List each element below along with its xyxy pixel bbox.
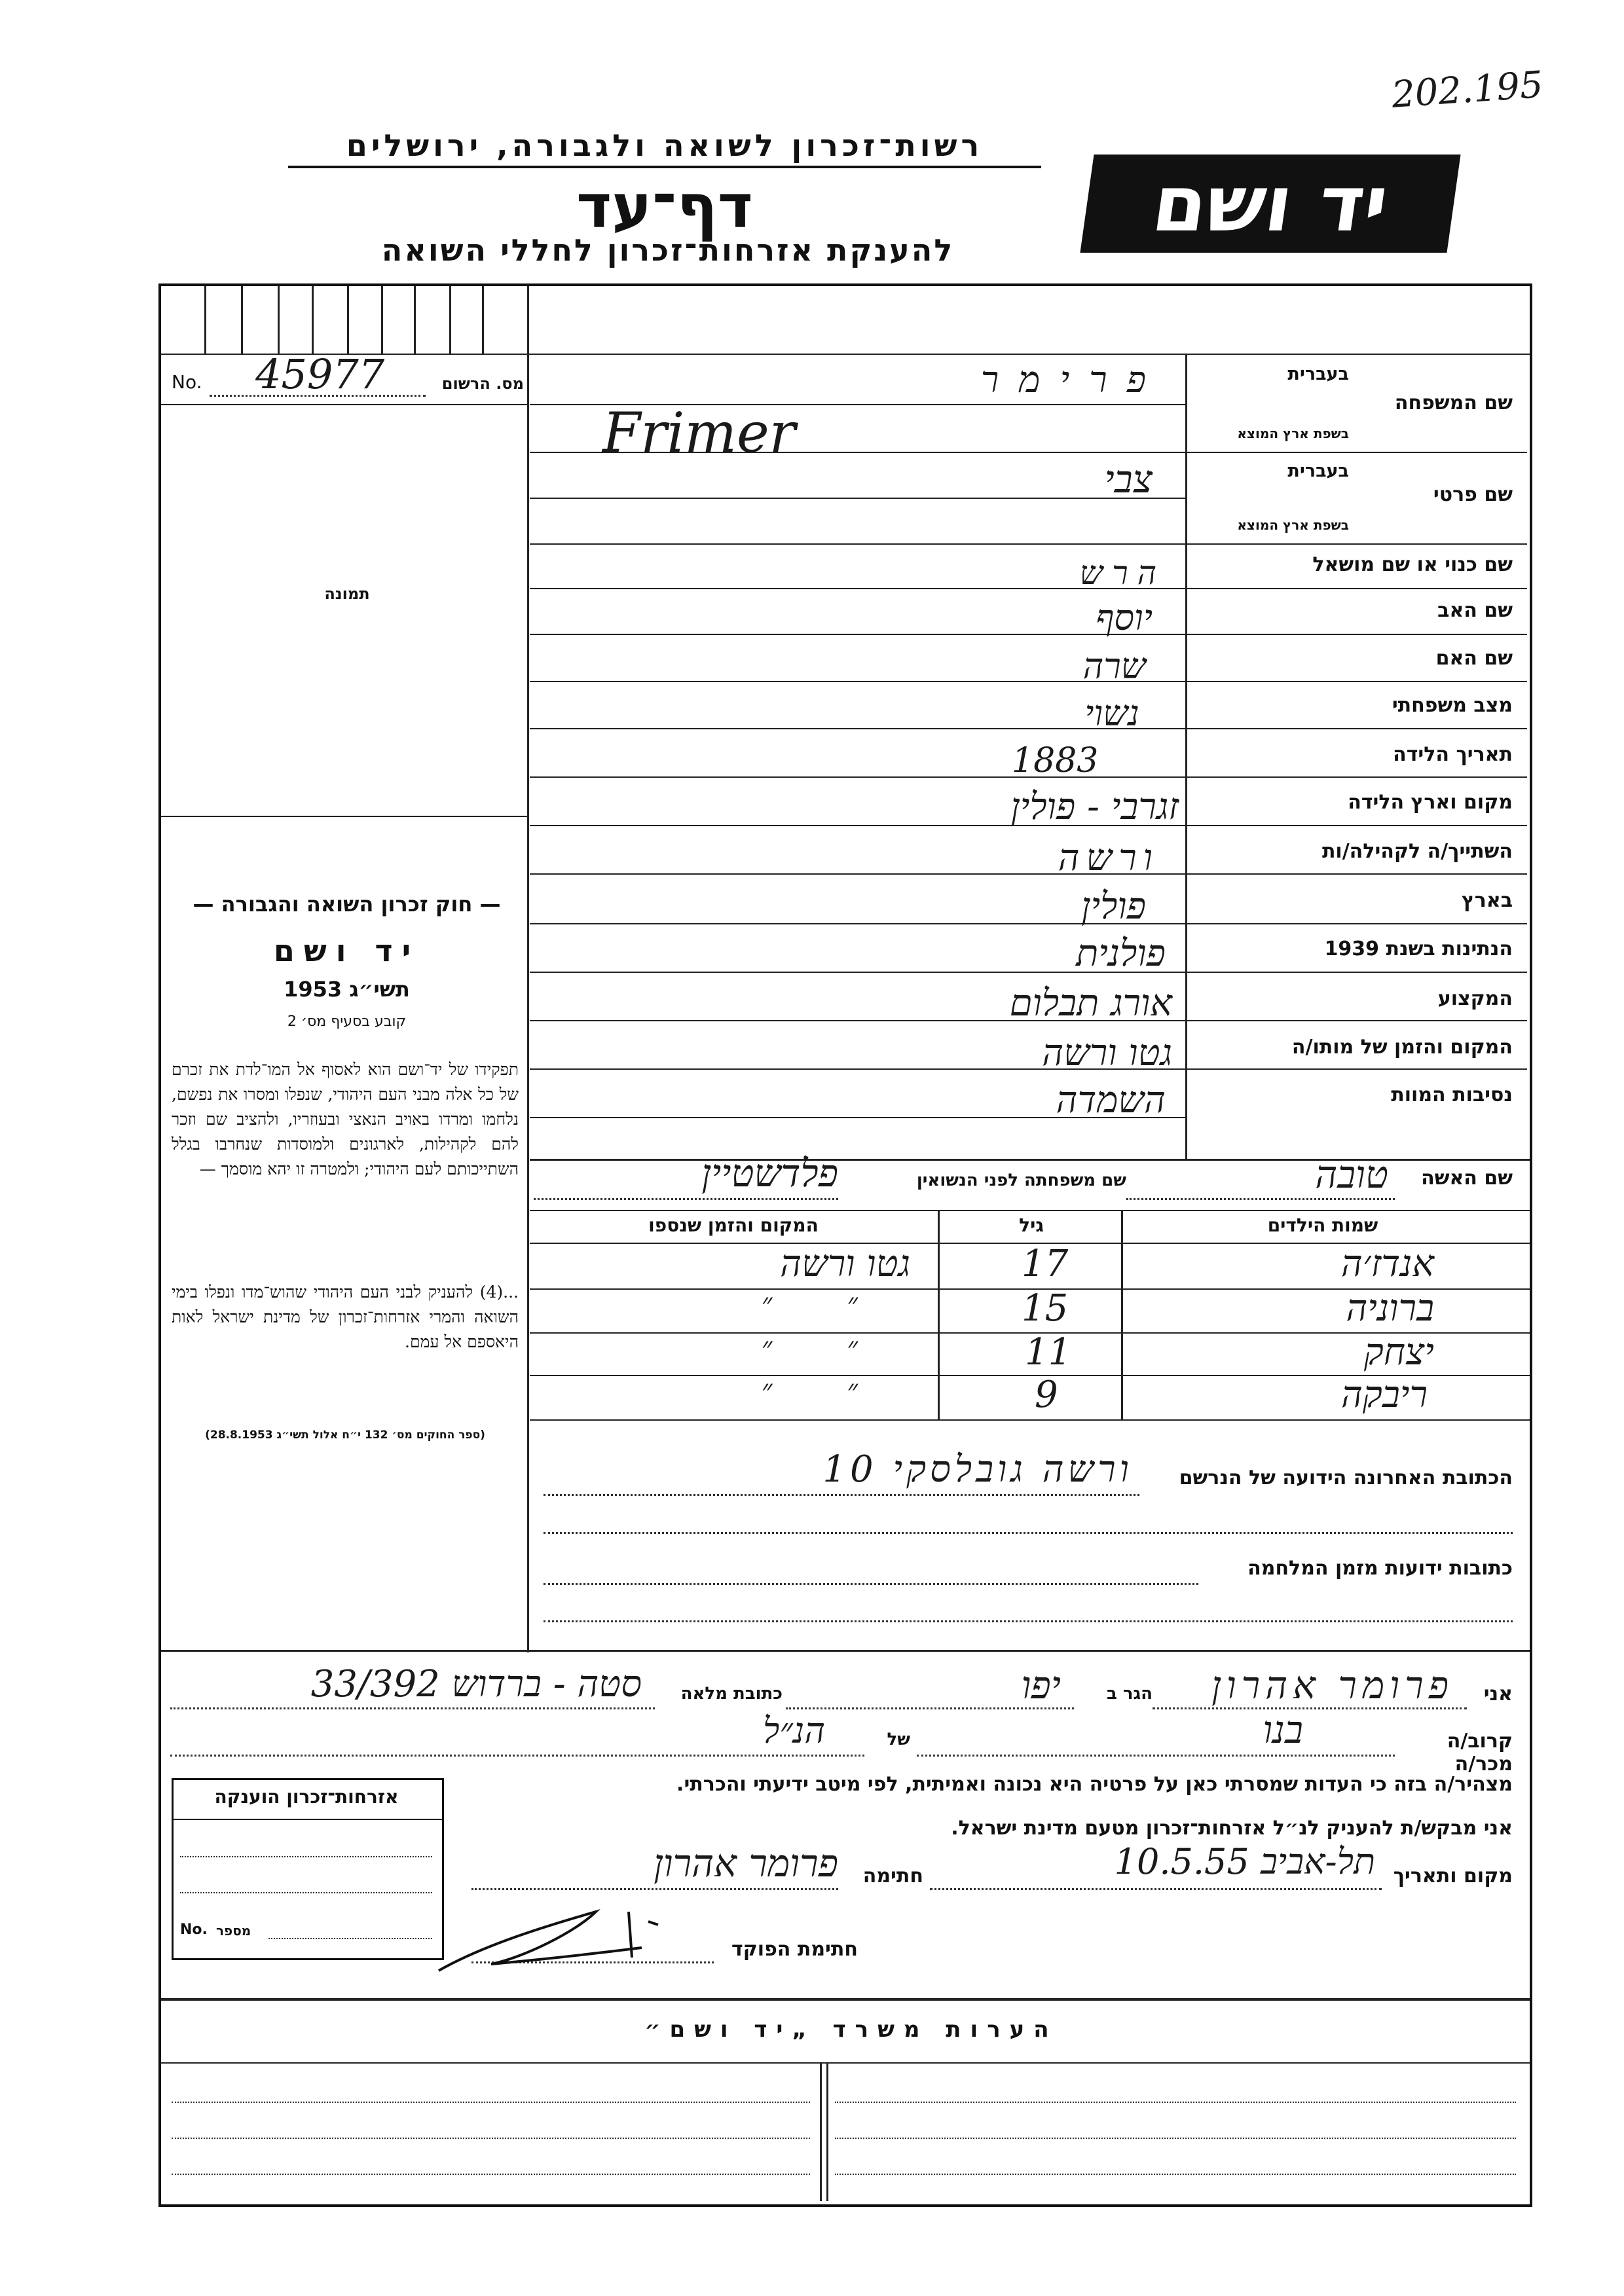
- children-table-bottom: [530, 1419, 1530, 1421]
- nickname-label: שם כנוי או שם מושאל: [1312, 553, 1513, 576]
- signature-label: חתימה: [862, 1865, 923, 1887]
- office-notes-divider: [820, 2062, 822, 2201]
- child-4-name: ריבקה: [1341, 1374, 1428, 1416]
- death-circ-value: השמדה: [1056, 1079, 1166, 1121]
- family-name-label: שם המשפחה: [1394, 392, 1513, 414]
- full-address-dotline: [170, 1707, 655, 1709]
- signature-value: פרומר אהרון: [654, 1841, 838, 1886]
- family-name-origin-value: Frimer: [602, 401, 796, 465]
- last-address-value: ורשה גובלסקי 10: [822, 1448, 1133, 1491]
- row-line-death-place: [1187, 1068, 1527, 1070]
- family-origin-sublabel: בשפת ארץ המוצא: [1237, 426, 1349, 441]
- death-circ-label: נסיבות המוות: [1391, 1084, 1513, 1106]
- wife-value: טובה: [1315, 1152, 1388, 1197]
- law-year: תשי״ג 1953: [284, 977, 410, 1002]
- citizenship-box-line-1: [180, 1856, 432, 1857]
- war-address-label: כתובות ידועות מזמן המלחמה: [1247, 1557, 1513, 1580]
- notes-line-left-2: [172, 2138, 810, 2139]
- declarant-i-label: אני: [1483, 1683, 1513, 1705]
- residing-label: הגר ב: [1106, 1684, 1153, 1704]
- wife-label: שם האשה: [1421, 1167, 1513, 1190]
- reg-label: מס. הרשום: [441, 374, 524, 393]
- first-name-label: שם פרטי: [1433, 483, 1513, 506]
- relation-dotline: [917, 1755, 1395, 1757]
- residing-dotline: [786, 1707, 1074, 1709]
- row-line-family-name: [1187, 452, 1527, 453]
- first-origin-sublabel: בשפת ארץ המוצא: [1237, 517, 1349, 533]
- child-3-place: ״ ״: [761, 1331, 891, 1364]
- child-2-place: ״ ״: [761, 1287, 891, 1321]
- nickname-value: הרש: [1079, 554, 1166, 592]
- tick-box-1: [204, 286, 206, 354]
- notes-line-left-3: [172, 2174, 810, 2175]
- citizenship-box-title: אזרחות־זכרון הוענקה: [214, 1786, 399, 1808]
- birthdate-label: תאריך הלידה: [1393, 743, 1513, 766]
- tick-box-4: [312, 286, 314, 354]
- reg-row-line: [161, 404, 528, 405]
- mother-label: שם האם: [1435, 647, 1513, 670]
- row-line-marital: [1187, 728, 1527, 729]
- reg-no-label: No.: [172, 371, 202, 393]
- last-address-dotline: [544, 1494, 1139, 1496]
- notes-line-right-2: [835, 2138, 1516, 2139]
- office-notes-top-line: [161, 1998, 1530, 2001]
- child-2-age: 15: [1022, 1287, 1069, 1330]
- maiden-value: פלדשטיין: [701, 1151, 838, 1195]
- community-value: ורשה: [1058, 837, 1159, 879]
- row-line-country: [1187, 923, 1527, 924]
- form-subtitle: להענקת אזרחות־זכרון לחללי השואה: [381, 232, 955, 268]
- citizenship-box-title-line: [174, 1819, 442, 1820]
- last-address-label: הכתובת האחרונה הידועה של הנרשם: [1179, 1467, 1513, 1489]
- notes-line-right-3: [835, 2174, 1516, 2175]
- row-line-nickname: [1187, 588, 1527, 589]
- citizenship-number-dotline: [268, 1938, 432, 1939]
- children-names-header: שמות הילדים: [1267, 1214, 1378, 1236]
- maiden-label: שם משפחתה לפני הנשואין: [916, 1171, 1126, 1190]
- declarant-name: פרומר אהרון: [1211, 1663, 1454, 1707]
- birthdate-value: 1883: [1012, 741, 1099, 780]
- country-value: פולין: [1081, 885, 1146, 928]
- law-paragraph-1: תפקידו של יד־ושם הוא לאסוף אל המו־לדת את זכרם של כל אלה מבני העם היהודי, שנפלו ומסרו את נפשם, נלחמו ומרדו באויב הנאצי ובעוזריו, ולהציב שם וזכר להם לקהילות, לארגונים ולמוסדות שנחרבו בגלל השתייכותם לעם היהודי; ולמטרה זו יהא מוסמך —: [172, 1060, 519, 1178]
- birthplace-label: מקום וארץ הלידה: [1348, 791, 1513, 814]
- row-line-citizenship: [1187, 972, 1527, 973]
- child-1-name: אנדז׳ה: [1340, 1243, 1434, 1285]
- full-address-value: סטה - ברדוש 33/392: [310, 1663, 642, 1705]
- mother-value: שרה: [1082, 646, 1146, 687]
- photo-bottom-line: [161, 816, 528, 817]
- father-label: שם האב: [1437, 599, 1513, 622]
- child-1-place: גטו ורשה: [780, 1243, 910, 1285]
- family-name-hebrew-value: פרימר: [980, 359, 1166, 401]
- reg-dotline: [210, 395, 426, 397]
- of-label: של: [887, 1730, 910, 1749]
- answer-line-4: [530, 543, 1187, 545]
- officer-signature-label: חתימת הפוקד: [731, 1938, 858, 1961]
- authority-name: רשות־זכרון לשואה ולגבורה, ירושלים: [288, 128, 1041, 168]
- reg-number: 45977: [255, 350, 385, 398]
- father-value: יוסף: [1096, 597, 1153, 638]
- full-address-label: כתובת מלאה: [680, 1684, 783, 1704]
- marital-value: נשוי: [1084, 693, 1139, 734]
- maiden-dotline: [534, 1198, 838, 1200]
- death-place-label: המקום והזמן של מותו/ה: [1291, 1036, 1513, 1059]
- child-1-age: 17: [1022, 1243, 1069, 1285]
- last-address-dotline-2: [544, 1532, 1513, 1534]
- tick-box-8: [449, 286, 451, 354]
- archive-number: 202.195: [1390, 64, 1545, 117]
- family-hebrew-sublabel: בעברית: [1287, 364, 1349, 384]
- tick-box-9: [482, 286, 484, 354]
- child-3-age: 11: [1025, 1331, 1072, 1374]
- law-name: יד ושם: [273, 933, 420, 968]
- relative-label: קרוב/ה מכר/ה: [1447, 1730, 1513, 1776]
- row-line-first-name: [1187, 543, 1527, 545]
- request-text: אני מבקש/ת להעניק לנ״ל אזרחות־זכרון מטעם מדינת ישראל.: [951, 1817, 1513, 1840]
- office-notes-title: הערות משרד „יד ושם״: [644, 2016, 1058, 2043]
- label-column-divider: [1185, 354, 1187, 1159]
- relation-value: בנו: [1263, 1707, 1303, 1752]
- community-label: השתייך/ה לקהילה/ות: [1321, 840, 1513, 863]
- child-4-place: ״ ״: [761, 1374, 891, 1407]
- war-address-dotline: [544, 1583, 1198, 1585]
- tick-box-6: [381, 286, 383, 354]
- profession-value: אורג תבלום: [1009, 982, 1172, 1025]
- first-hebrew-sublabel: בעברית: [1287, 461, 1349, 481]
- tick-box-5: [347, 286, 349, 354]
- children-place-header: המקום והזמן שנספו: [648, 1214, 819, 1236]
- law-reference: (ספר החוקים מס׳ 132 י״ח אלול תשי״ג 28.8.1953): [205, 1429, 485, 1442]
- yad-vashem-logo: יד ושם: [1080, 155, 1460, 253]
- death-place-value: גטו ורשה: [1042, 1032, 1172, 1074]
- left-column-divider: [527, 286, 529, 1652]
- row-line-father: [1187, 634, 1527, 635]
- tick-box-3: [278, 286, 280, 354]
- child-2-name: ברוניה: [1346, 1287, 1434, 1330]
- wife-row-line: [530, 1210, 1530, 1211]
- citizenship-number-label: מספר: [216, 1923, 251, 1939]
- child-3-name: יצחק: [1363, 1331, 1434, 1374]
- citizenship-value: פולנית: [1076, 932, 1166, 975]
- tick-box-2: [241, 286, 243, 354]
- of-value: הנ״ל: [763, 1710, 825, 1751]
- law-title: — חוק זכרון השואה והגבורה —: [193, 892, 501, 917]
- place-date-value: תל-אביב 10.5.55: [1114, 1841, 1375, 1882]
- photo-label: תמונה: [324, 585, 370, 603]
- officer-signature-scribble: [432, 1886, 694, 1990]
- first-name-value: צבי: [1104, 457, 1153, 501]
- birthplace-value: זגרבי - פולין: [1010, 786, 1179, 828]
- children-age-header: גיל: [1019, 1214, 1044, 1236]
- office-notes-divider-2: [826, 2062, 828, 2201]
- declaration-text: מצהיר/ה בזה כי העדות שמסרתי כאן על פרטיה היא נכונה ואמיתית, לפי מיטב ידיעתי והכרתי.: [676, 1773, 1513, 1796]
- law-clause: קובע בסעיף מס׳ 2: [287, 1013, 407, 1030]
- citizenship-box-line-2: [180, 1892, 432, 1893]
- tick-box-7: [414, 286, 416, 354]
- children-col-divider-1: [938, 1210, 940, 1419]
- place-date-label: מקום ותאריך: [1393, 1865, 1513, 1887]
- form-title: דף־עד: [576, 172, 753, 242]
- child-4-age: 9: [1035, 1374, 1058, 1416]
- row-line-community: [1187, 873, 1527, 875]
- country-label: בארץ: [1461, 889, 1513, 912]
- row-line-birthdate: [1187, 776, 1527, 778]
- residing-value: יפו: [1021, 1663, 1061, 1707]
- row-line-birthplace: [1187, 825, 1527, 826]
- citizenship-no-label: No.: [180, 1922, 208, 1938]
- place-date-dotline: [930, 1888, 1382, 1890]
- row-line-profession: [1187, 1020, 1527, 1021]
- law-paragraph-2: ...(4) להעניק לבני העם היהודי שהוש־מדו ונפלו בימי השואה והמרי אזרחות־זכרון של מדינת ישראל לאות היאספם אל עמם.: [172, 1283, 519, 1351]
- marital-label: מצב משפחתי: [1392, 694, 1513, 717]
- profession-label: המקצוע: [1437, 987, 1513, 1010]
- of-dotline: [170, 1755, 864, 1757]
- row-line-mother: [1187, 681, 1527, 682]
- personal-section-end: [161, 1650, 1530, 1652]
- notes-line-right-1: [835, 2102, 1516, 2103]
- children-col-divider-2: [1121, 1210, 1123, 1419]
- notes-line-left-1: [172, 2102, 810, 2103]
- war-address-dotline-2: [544, 1620, 1513, 1622]
- office-notes-header-line: [161, 2062, 1530, 2064]
- wife-dotline: [1126, 1198, 1395, 1200]
- citizenship-label: הנתינות בשנת 1939: [1324, 938, 1513, 960]
